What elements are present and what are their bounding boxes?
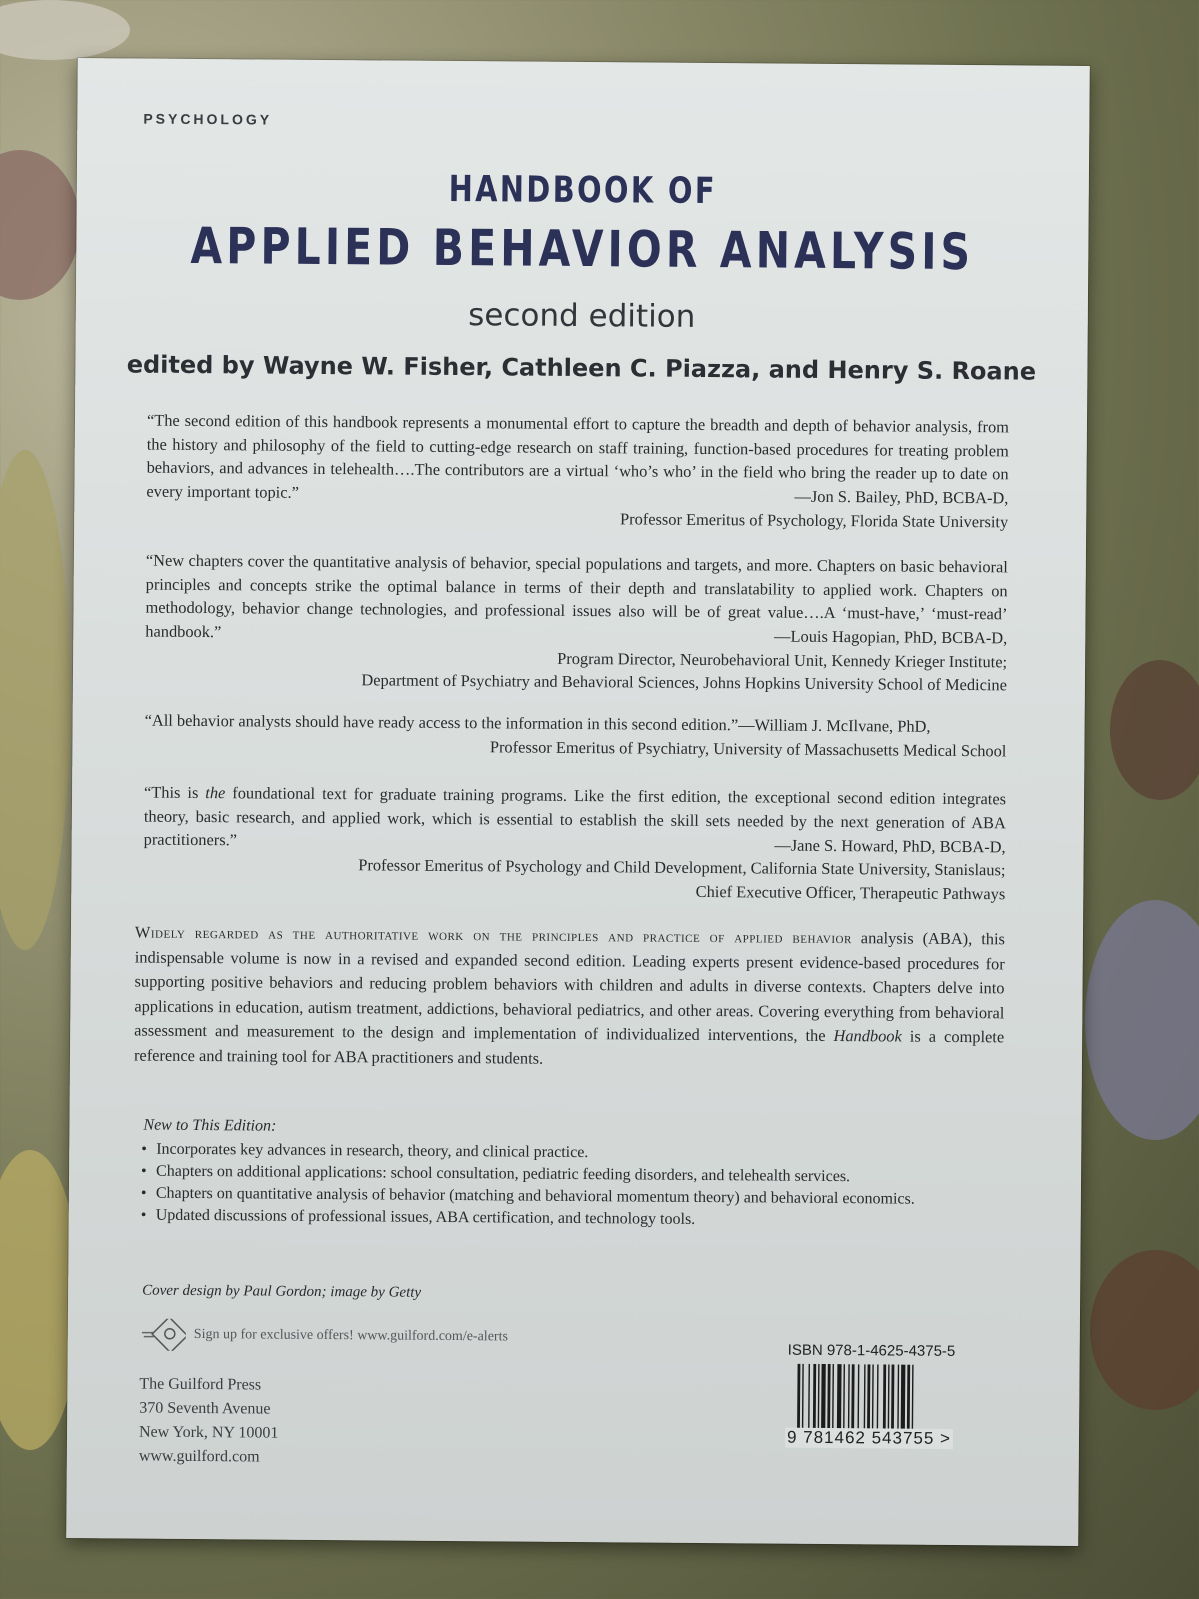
review-quote-1	[146, 409, 1009, 534]
quote-affiliation: Program Director, Neurobehavioral Unit, Kennedy Krieger Institute;	[557, 648, 1008, 671]
list-item: • Updated discussions of professional issues, ABA certification, and technology tools.	[141, 1205, 1003, 1234]
brown-flower-decoration	[1090, 1250, 1199, 1410]
review-quote-3	[144, 709, 1006, 763]
list-item: • Chapters on additional applications: school consultation, pediatric feeding disorders, and telehealth services.	[141, 1161, 1003, 1190]
quote-text: “All behavior analysts should have ready access to the information in this second edition.”—William J. McIlvane, PhD,	[144, 710, 931, 736]
publisher-street: 370 Seventh Avenue	[139, 1399, 271, 1418]
quote-text: “New chapters cover the quantitative analysis of behavior, special populations and targets, and more. Chapters on basic behavioral principles and concepts strike the optimal balance in terms of their depth and translatability to applied work. Chapters on methodology, behavior change technologies, and professional issues also will be of great value….A ‘must-have,’ ‘must-read’ handbook.”	[145, 550, 1008, 641]
barcode-digits: 9 781462 543755 >	[785, 1428, 953, 1449]
title-handbook-of: HANDBOOK OF	[448, 168, 718, 213]
book-description: Widely regarded as the authoritative work on the principles and practice of applied behavior analysis (ABA), this indispensable volume is now in a revised and expanded second edition. Leading experts present evidence-based procedures for supporting positive behaviors and reducing problem behaviors with children and adults in diverse contexts. Chapters delve into applications in education, autism treatment, addictions, behavioral pediatrics, and other areas. Covering everything from behavioral assessment and measurement to the design and implementation of individualized interventions, the Handbook is a complete reference and training tool for ABA practitioners and students.	[133, 922, 1006, 1068]
list-item: • Incorporates key advances in research, theory, and clinical practice.	[141, 1139, 1003, 1168]
quote-text: “The second edition of this handbook represents a monumental effort to capture the breadth and depth of behavior analysis, from the history and philosophy of the field to cutting-edge research on staff training, function-based procedures for treating problem behaviors, and advances in telehealth….The contributors are a virtual ‘who’s who’ in the field who bring the reader up to date on every important topic.”	[146, 410, 1010, 502]
quote-affiliation: Professor Emeritus of Psychiatry, University of Massachusetts Medical School	[489, 736, 1007, 760]
quote-affiliation-2: Department of Psychiatry and Behavioral Sciences, Johns Hopkins University School of Medicine	[361, 670, 1008, 695]
quote-affiliation: Professor Emeritus of Psychology, Florida State University	[619, 508, 1009, 531]
quote-attribution: —Jon S. Bailey, PhD, BCBA-D,	[794, 486, 1009, 508]
yellow-leaf-decoration	[0, 450, 70, 950]
white-flower-decoration	[0, 0, 130, 60]
review-quote-2	[145, 549, 1008, 697]
new-edition-heading: New to This Edition:	[143, 1116, 277, 1135]
isbn-label: ISBN 978-1-4625-4375-5	[787, 1341, 956, 1360]
publisher-name: The Guilford Press	[139, 1375, 262, 1394]
category-label: PSYCHOLOGY	[143, 110, 273, 128]
quote-attribution: —Louis Hagopian, PhD, BCBA-D,	[774, 626, 1008, 648]
brown-flower-decoration	[1110, 660, 1199, 800]
quote-affiliation: Professor Emeritus of Psychology and Child Development, California State University, Stanislaus;	[358, 855, 1006, 880]
quote-affiliation-2: Chief Executive Officer, Therapeutic Pathways	[695, 881, 1006, 903]
editors-line: edited by Wayne W. Fisher, Cathleen C. Piazza, and Henry S. Roane	[126, 350, 1037, 386]
review-quote-4	[143, 781, 1006, 906]
signup-text: Sign up for exclusive offers! www.guilford.com/e-alerts	[193, 1326, 508, 1345]
mail-icon	[142, 1319, 186, 1351]
cover-credit: Cover design by Paul Gordon; image by Getty	[142, 1282, 422, 1301]
publisher-address	[139, 1373, 279, 1470]
pink-flower-decoration	[0, 150, 80, 300]
publisher-city: New York, NY 10001	[138, 1423, 279, 1442]
signup-row	[142, 1319, 508, 1354]
quote-attribution: —Jane S. Howard, PhD, BCBA-D,	[774, 835, 1006, 856]
description-lead: Widely regarded as the authoritative work on the principles and practice of applied behavior	[134, 922, 852, 948]
edition-label: second edition	[468, 297, 696, 335]
book-back-cover	[66, 58, 1090, 1546]
new-edition-list	[141, 1139, 1004, 1234]
publisher-web: www.guilford.com	[138, 1447, 260, 1466]
book-title: APPLIED BEHAVIOR ANALYSIS	[190, 216, 975, 282]
list-item: • Chapters on quantitative analysis of behavior (matching and behavioral momentum theory) and behavioral economics.	[141, 1183, 1003, 1212]
purple-flower-decoration	[1085, 900, 1199, 1140]
quote-text: “This is the foundational text for graduate training programs. Like the first edition, the exceptional second edition integrates theory, basic research, and applied work, which is essential to establish the skill sets needed by the next generation of ABA practitioners.”	[143, 782, 1007, 850]
